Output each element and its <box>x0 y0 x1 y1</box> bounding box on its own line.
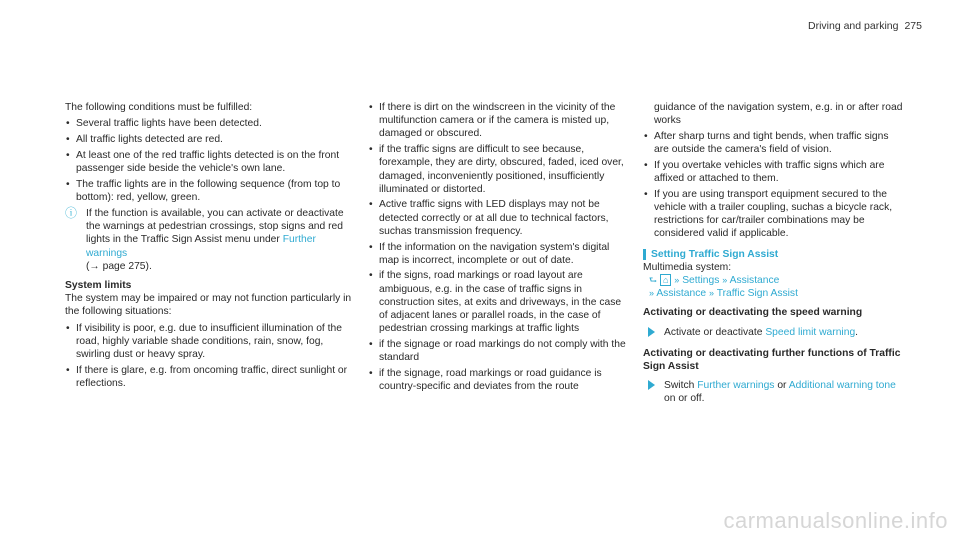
list-item: • All traffic lights detected are red. <box>65 133 355 146</box>
path-assistance[interactable]: Assistance <box>729 274 780 286</box>
list-item: • If there is dirt on the windscreen in the vicinity of the multifunction camera or if the camera is misted up, damaged or obscured. <box>368 101 630 141</box>
system-limits-intro: The system may be impaired or may not function particularly in the following situations: <box>65 293 352 318</box>
double-chevron-icon: » <box>708 288 714 299</box>
note-text: If the function is available, you can activate or deactivate the warnings at pedestrian crossings, stop signs and red lights in the Traffic Sign Assist menu under <box>86 207 344 246</box>
list-item: • Active traffic signs with LED displays may not be detected correctly or at all due to technical factors, suchas transmission frequency. <box>368 198 630 238</box>
multimedia-label: Multimedia system: <box>643 261 732 273</box>
list-item: • if the signage or road markings do not comply with the standard <box>368 338 630 364</box>
list-item: • At least one of the red traffic lights detected is on the front passenger side beside the vehicle's own lane. <box>65 149 355 175</box>
path-assistance-2[interactable]: Assistance <box>656 288 707 300</box>
page-number: 275 <box>904 20 922 32</box>
list-item: • If there is glare, e.g. from oncoming traffic, direct sunlight or reflections. <box>65 364 355 390</box>
list-item: • The traffic lights are in the following sequence (from top to bottom): red, yellow, green. <box>65 178 355 204</box>
list-item: • If the information on the navigation system's digital map is incorrect, incomplete or out of date. <box>368 241 630 267</box>
conditions-list <box>65 117 355 204</box>
home-icon[interactable]: ⌂ <box>660 274 671 286</box>
step-speed-warning <box>643 326 905 339</box>
info-note <box>65 207 355 273</box>
limits-list-continued <box>368 101 630 393</box>
setting-heading: Setting Traffic Sign Assist <box>643 248 905 261</box>
further-functions-heading: Activating or deactivating further functions of Traffic Sign Assist <box>643 347 901 372</box>
system-limits-heading: System limits <box>65 279 132 291</box>
page-header <box>808 20 922 33</box>
section-title: Driving and parking <box>808 20 899 32</box>
further-warnings-option[interactable]: Further warnings <box>697 380 775 392</box>
column-middle <box>368 101 630 396</box>
limits-list <box>65 322 355 391</box>
step-arrow-icon <box>648 327 655 337</box>
page-reference[interactable]: (→ page 275). <box>86 260 152 272</box>
speed-warning-heading: Activating or deactivating the speed warning <box>643 307 863 319</box>
step-text-end: . <box>855 326 859 338</box>
step-text-end: on or off. <box>664 393 705 405</box>
path-traffic-sign-assist[interactable]: Traffic Sign Assist <box>716 288 798 300</box>
step-further-warnings <box>643 379 905 405</box>
step-text: Switch <box>664 380 698 392</box>
list-item: • If visibility is poor, e.g. due to insufficient illumination of the road, highly variable shade conditions, rain, snow, fog, swirling dust or heavy spray. <box>65 322 355 362</box>
list-item: • if the signage, road markings or road guidance is country-specific and deviates from the route <box>368 367 630 393</box>
limits-list-end <box>643 130 905 241</box>
watermark: carmanualsonline.info <box>723 507 948 533</box>
path-settings[interactable]: Settings <box>682 274 720 286</box>
list-item: • If you are using transport equipment secured to the vehicle with a trailer coupling, suchas a bicycle rack, restrictions for car/trailer combinations may be considered valid if applicable. <box>643 188 905 241</box>
step-text-or: or <box>774 380 789 392</box>
column-left <box>65 101 355 393</box>
further-warnings-link[interactable]: Further warnings <box>86 234 316 259</box>
continued-text: guidance of the navigation system, e.g. in or after road works <box>654 102 903 127</box>
step-text: Activate or deactivate <box>664 326 766 338</box>
conditions-intro: The following conditions must be fulfilled: <box>65 102 253 113</box>
info-icon: ⓘ <box>65 205 78 220</box>
list-item: • if the signs, road markings or road layout are ambiguous, e.g. in the case of traffic signs in construction sites, at exits and driveways, in the case of adjacent lanes or parallel roads, in the case of pedestrian crossing markings at traffic lights <box>368 269 630 335</box>
list-item: • If you overtake vehicles with traffic signs which are affixed or attached to them. <box>643 159 905 185</box>
list-item: • if the traffic signs are difficult to see because, forexample, they are dirty, obscured, faded, iced over, damaged, inconveniently positioned, insufficiently illuminated or distorted. <box>368 143 630 196</box>
menu-path <box>649 274 905 287</box>
double-chevron-icon: » <box>722 274 728 285</box>
double-chevron-icon: » <box>674 274 680 285</box>
corner-arrow-icon: ⮑ <box>649 274 658 285</box>
additional-warning-tone-option[interactable]: Additional warning tone <box>788 380 896 392</box>
list-item: • Several traffic lights have been detected. <box>65 117 355 130</box>
step-arrow-icon <box>648 380 655 390</box>
speed-limit-warning-link[interactable]: Speed limit warning <box>765 326 856 338</box>
double-chevron-icon: » <box>649 288 655 299</box>
menu-path-continued <box>649 287 905 300</box>
column-right <box>643 101 905 414</box>
list-item: • After sharp turns and tight bends, when traffic signs are outside the camera's field of vision. <box>643 130 905 156</box>
